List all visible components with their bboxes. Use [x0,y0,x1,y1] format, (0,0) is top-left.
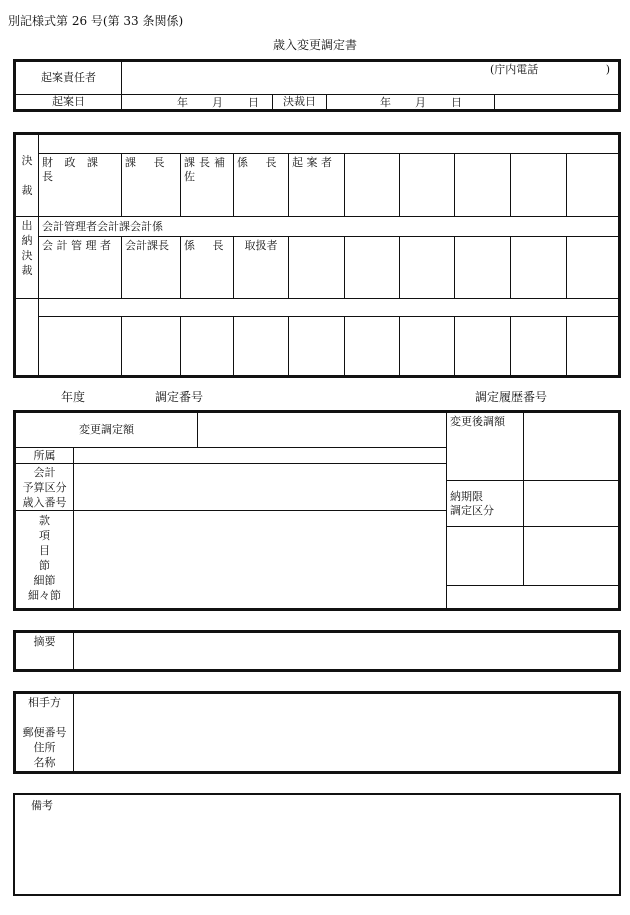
draft-month: 月 [212,96,223,109]
account-items-label: 款 項 目 節 細節 細々節 [16,511,74,609]
suitou-stamp-6[interactable] [345,237,400,299]
extra-cell-1[interactable] [39,317,122,376]
remarks-box[interactable] [13,793,621,896]
kessai-label: 決 裁 [16,135,39,217]
remarks-label: 備考 [31,799,53,812]
phone-label: (庁内電話 [490,63,539,76]
after-amount-label: 変更後調額 [447,413,524,481]
deadline-field[interactable] [524,481,619,527]
phone-close: ) [605,63,610,76]
form-id: 別記様式第 26 号(第 33 条関係) [8,14,184,28]
suitou-label: 出 納 決 裁 [16,217,39,299]
draft-day: 日 [248,96,259,109]
kessai-role-4: 係 長 [234,154,289,217]
kessai-stamp-7[interactable] [400,154,455,217]
kessai-stamp-10[interactable] [567,154,619,217]
change-amount-field[interactable] [198,413,447,448]
suitou-stamp-5[interactable] [289,237,345,299]
history-no-label: 調定履歴番号 [475,390,548,404]
kessai-stamp-9[interactable] [511,154,567,217]
change-amount-label: 変更調定額 [16,413,198,448]
extra-cell-2[interactable] [122,317,181,376]
counterparty-label: 相手方 郵便番号 住所 名称 [16,694,74,772]
decision-day: 日 [451,96,462,109]
extra-cell-4[interactable] [234,317,289,376]
decision-year: 年 [380,96,391,109]
suitou-header: 会計管理者会計課会計係 [39,217,619,237]
affiliation-label: 所属 [16,448,74,464]
kessai-role-1: 財 政 課 長 [39,154,122,217]
suitou-stamp-10[interactable] [567,237,619,299]
extra-cell-10[interactable] [567,317,619,376]
counterparty-field[interactable] [74,694,619,772]
extra-header-row [39,299,619,317]
kessai-stamp-6[interactable] [345,154,400,217]
suitou-stamp-9[interactable] [511,237,567,299]
extra-cell-7[interactable] [400,317,455,376]
budget-field[interactable] [74,464,447,511]
change-table [13,410,621,611]
lower-left-field[interactable] [447,527,524,586]
decision-month: 月 [415,96,426,109]
kessai-role-2: 課 長 [122,154,181,217]
deadline-label: 納期限 調定区分 [447,481,524,527]
decision-extra-field[interactable] [495,95,619,110]
after-amount-field[interactable] [524,413,619,481]
draft-year: 年 [177,96,188,109]
decision-date-label: 決裁日 [273,95,327,110]
summary-label: 摘要 [16,633,74,670]
page-title: 歳入変更調定書 [272,38,357,52]
suitou-stamp-8[interactable] [455,237,511,299]
affiliation-field[interactable] [74,448,447,464]
extra-cell-8[interactable] [455,317,511,376]
suitou-role-1: 会 計 管 理 者 [39,237,122,299]
kessai-stamp-8[interactable] [455,154,511,217]
kessai-role-5: 起 案 者 [289,154,345,217]
decision-date-field[interactable] [327,95,495,110]
drafter-label: 起案責任者 [16,62,122,95]
extra-label [16,299,39,376]
lower-right-field[interactable] [524,527,619,586]
counterparty-table [13,691,621,774]
account-items-field[interactable] [74,511,447,609]
drafter-field[interactable] [122,62,619,95]
draft-date-label: 起案日 [16,95,122,110]
suitou-role-3: 係 長 [181,237,234,299]
extra-cell-5[interactable] [289,317,345,376]
kessai-header-row [39,135,619,154]
summary-field[interactable] [74,633,619,670]
suitou-role-4: 取扱者 [234,237,289,299]
extra-cell-6[interactable] [345,317,400,376]
summary-table [13,630,621,672]
suitou-stamp-7[interactable] [400,237,455,299]
budget-label: 会計 予算区分 歳入番号 [16,464,74,511]
adjustment-no-label: 調定番号 [155,390,204,404]
suitou-role-2: 会計課長 [122,237,181,299]
kessai-role-3: 課長補佐 [181,154,234,217]
top-table [13,59,621,112]
extra-cell-3[interactable] [181,317,234,376]
fiscal-year-label: 年度 [61,390,86,404]
bottom-field[interactable] [447,586,619,609]
approval-table [13,132,621,378]
draft-date-field[interactable] [122,95,273,110]
extra-cell-9[interactable] [511,317,567,376]
